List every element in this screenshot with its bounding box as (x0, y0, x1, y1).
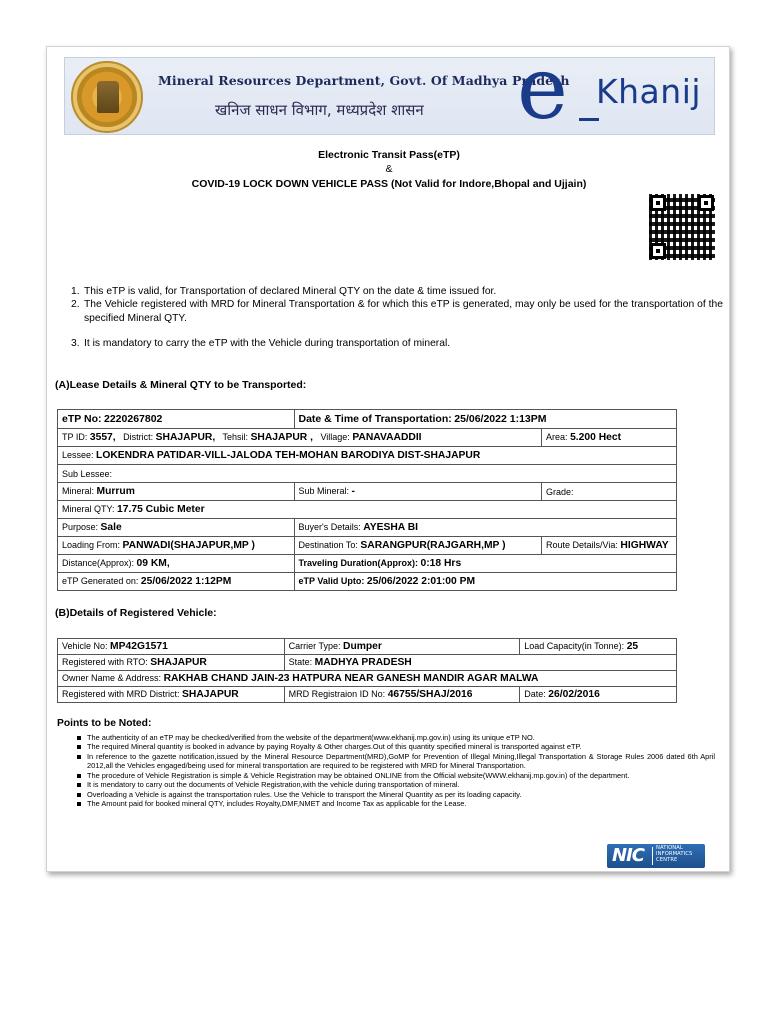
nic-logo-text: NATIONAL INFORMATICS CENTRE (656, 845, 693, 863)
lease-details-table (57, 409, 677, 591)
note-item: The procedure of Vehicle Registration is simple & Vehicle Registration may be obtained ONLINE from the Official website(WWW.ekhanij.mp.gov.in) of the department. (75, 771, 715, 780)
area-cell: Area: 5.200 Hect (542, 429, 677, 447)
header-banner (64, 39, 715, 139)
rule-item: 1. This eTP is valid, for Transportation of declared Mineral QTY on the date & time issued for. (71, 286, 497, 297)
sub-mineral-cell: Sub Mineral: - (294, 483, 542, 501)
destination-cell: Destination To: SARANGPUR(RAJGARH,MP ) (294, 537, 542, 555)
note-item: Overloading a Vehicle is against the transportation rules. Use the Vehicle to transport the Mineral Quantity as per its loading capacity. (75, 790, 715, 799)
mrd-district-cell: Registered with MRD District: SHAJAPUR (58, 687, 285, 703)
table-row (58, 573, 677, 591)
registration-date-cell: Date: 26/02/2016 (520, 687, 677, 703)
lease-details-heading: (A)Lease Details & Mineral QTY to be Transported: (55, 379, 307, 391)
table-row (58, 687, 677, 703)
table-row (58, 537, 677, 555)
vehicle-details-table (57, 638, 677, 703)
ekhanij-logo-e: e (517, 39, 568, 139)
ekhanij-logo-underscore (579, 118, 599, 121)
validity-rules (71, 285, 723, 351)
mrd-id-cell: MRD Registraion ID No: 46755/SHAJ/2016 (284, 687, 520, 703)
table-row (58, 410, 677, 429)
mineral-qty-cell: Mineral QTY: 17.75 Cubic Meter (58, 501, 677, 519)
table-row (58, 655, 677, 671)
state-cell: State: MADHYA PRADESH (284, 655, 676, 671)
document-title: Electronic Transit Pass(eTP) (318, 149, 460, 161)
carrier-type-cell: Carrier Type: Dumper (284, 639, 520, 655)
table-row (58, 555, 677, 573)
qr-code-icon (649, 194, 715, 260)
nic-logo (607, 844, 705, 868)
note-item: The required Mineral quantity is booked in advance by paying Royalty & Other charges.Out of this quantity specified mineral is transported against eTP. (75, 742, 715, 751)
notes-heading: Points to be Noted: (57, 718, 152, 729)
mp-govt-emblem-icon (71, 61, 143, 133)
title-ampersand: & (385, 163, 393, 175)
nic-logo-letters: NIC (612, 845, 644, 866)
table-row (58, 501, 677, 519)
rto-cell: Registered with RTO: SHAJAPUR (58, 655, 285, 671)
etp-number-cell: eTP No: 2220267802 (58, 410, 295, 429)
table-row (58, 465, 677, 483)
table-row (58, 671, 677, 687)
rule-item: 2. The Vehicle registered with MRD for Mineral Transportation & for which this eTP is generated, may only be used for the transportation of the specified Mineral QTY. (71, 299, 723, 324)
vehicle-no-cell: Vehicle No: MP42G1571 (58, 639, 285, 655)
table-row (58, 639, 677, 655)
table-row (58, 429, 677, 447)
etp-document (46, 39, 730, 872)
note-item: It is mendatory to carry out the documents of Vehicle Registration,with the vehicle during transportation of mineral. (75, 780, 715, 789)
table-row (58, 483, 677, 501)
owner-cell: Owner Name & Address: RAKHAB CHAND JAIN-23 HATPURA NEAR GANESH MANDIR AGAR MALWA (58, 671, 677, 687)
mineral-cell: Mineral: Murrum (58, 483, 295, 501)
vehicle-details-heading: (B)Details of Registered Vehicle: (55, 607, 217, 619)
lessee-cell: Lessee: LOKENDRA PATIDAR-VILL-JALODA TEH-MOHAN BARODIYA DIST-SHAJAPUR (58, 447, 677, 465)
valid-upto-cell: eTP Valid Upto: 25/06/2022 2:01:00 PM (294, 573, 677, 591)
note-item: In reference to the gazette notification,issued by the Mineral Resource Department(MRD),GoMP for Prevention of Illegal Mining,Illegal Transportation & Storage Rules 2006 dated 6th April 2012,all the Vehicles engaged/being used for mineral transportation are required to be registered with MRD for Mineral Transportation. (75, 752, 715, 771)
table-row (58, 447, 677, 465)
rule-item: 3. It is mandatory to carry the eTP with the Vehicle during transportation of mineral. (71, 338, 451, 350)
document-subtitle: COVID-19 LOCK DOWN VEHICLE PASS (Not Valid for Indore,Bhopal and Ujjain) (191, 178, 587, 190)
department-name-english: Mineral Resources Department, Govt. Of Madhya Pradesh (158, 73, 570, 88)
distance-cell: Distance(Approx): 09 KM, (58, 555, 295, 573)
notes-list (75, 733, 715, 809)
load-capacity-cell: Load Capacity(in Tonne): 25 (520, 639, 677, 655)
purpose-cell: Purpose: Sale (58, 519, 295, 537)
buyer-cell: Buyer's Details: AYESHA BI (294, 519, 677, 537)
table-row (58, 519, 677, 537)
route-cell: Route Details/Via: HIGHWAY (542, 537, 677, 555)
generated-on-cell: eTP Generated on: 25/06/2022 1:12PM (58, 573, 295, 591)
ekhanij-logo-text: Khanij (596, 72, 702, 111)
note-item: The Amount paid for booked mineral QTY, includes Royalty,DMF,NMET and Income Tax as applicable for the Lease. (75, 799, 715, 808)
transport-datetime-cell: Date & Time of Transportation: 25/06/2022 1:13PM (294, 410, 677, 429)
department-name-hindi: खनिज साधन विभाग, मध्यप्रदेश शासन (215, 101, 424, 119)
duration-cell: Traveling Duration(Approx): 0:18 Hrs (294, 555, 677, 573)
loading-from-cell: Loading From: PANWADI(SHAJAPUR,MP ) (58, 537, 295, 555)
location-cell: TP ID: 3557, District: SHAJAPUR, Tehsil: SHAJAPUR , Village: PANAVAADDII (58, 429, 542, 447)
note-item: The authenticity of an eTP may be checked/verified from the website of the department(www.ekhanij.mp.gov.in) using its unique eTP NO. (75, 733, 715, 742)
grade-cell: Grade: (542, 483, 677, 501)
sub-lessee-cell: Sub Lessee: (58, 465, 677, 483)
